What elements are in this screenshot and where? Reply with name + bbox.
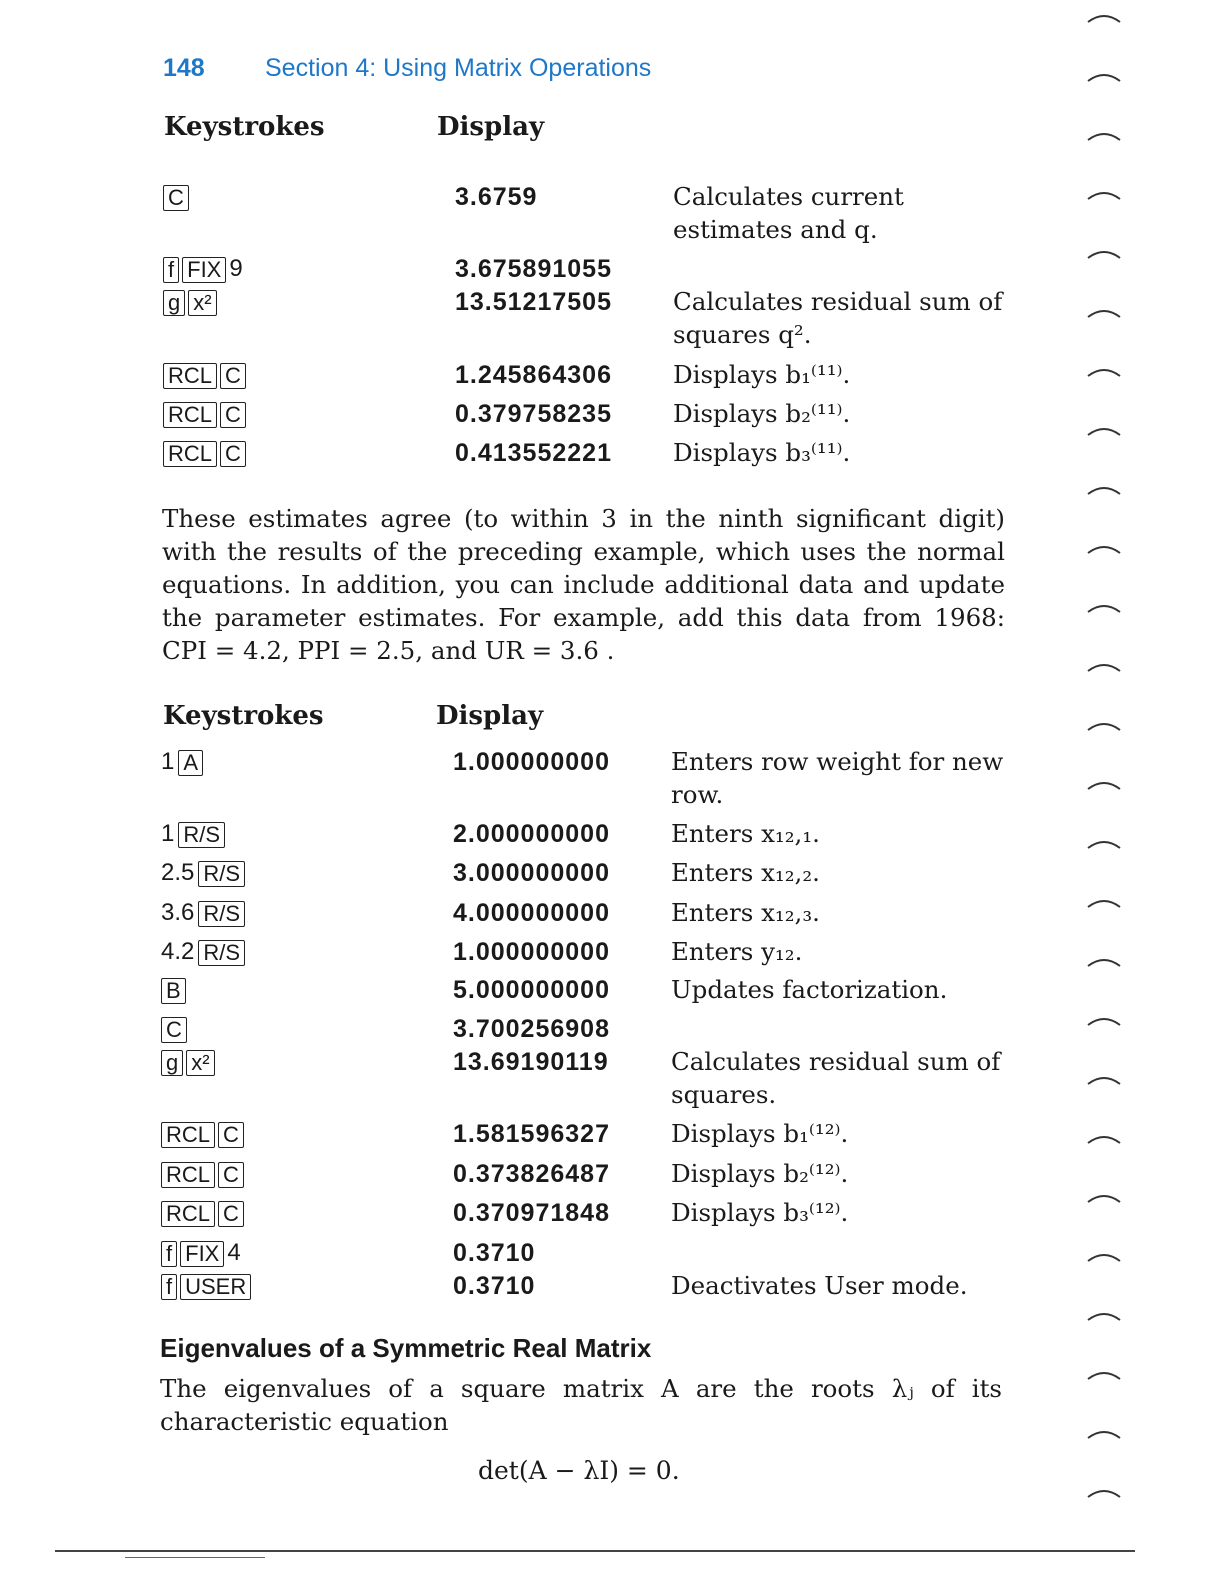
display-value: 0.373826487 bbox=[453, 1160, 610, 1188]
section-heading: Eigenvalues of a Symmetric Real Matrix bbox=[160, 1333, 652, 1363]
description: Displays b₂⁽¹²⁾. bbox=[671, 1159, 849, 1188]
edge-tab-arc bbox=[1088, 606, 1120, 612]
keystroke-cell bbox=[161, 1014, 190, 1044]
calculator-key: R/S bbox=[198, 861, 245, 887]
edge-tab-arc bbox=[1088, 1373, 1120, 1379]
display-value: 0.413552221 bbox=[455, 439, 612, 467]
calculator-key: USER bbox=[180, 1274, 251, 1300]
calculator-key: FIX bbox=[182, 257, 226, 283]
table1-col-keystrokes: Keystrokes bbox=[164, 112, 325, 142]
calculator-key: f bbox=[163, 257, 179, 283]
description: Enters y₁₂. bbox=[671, 937, 803, 966]
section-title: Section 4: Using Matrix Operations bbox=[265, 54, 652, 82]
edge-tab-arc bbox=[1088, 1196, 1120, 1202]
calculator-key: RCL bbox=[161, 1122, 215, 1148]
keystroke-cell bbox=[161, 937, 248, 967]
keystroke-cell bbox=[163, 399, 249, 429]
table2-col-display: Display bbox=[436, 701, 544, 731]
calculator-key: C bbox=[220, 363, 246, 389]
display-value: 0.3710 bbox=[453, 1239, 536, 1267]
description: Enters x₁₂,₁. bbox=[671, 819, 820, 848]
calculator-key: C bbox=[220, 441, 246, 467]
page-header bbox=[163, 54, 651, 83]
edge-tab-arc bbox=[1088, 1019, 1120, 1025]
keystroke-cell bbox=[161, 1271, 254, 1301]
keystroke-digit: 1 bbox=[161, 748, 175, 775]
calculator-key: RCL bbox=[163, 363, 217, 389]
description: Calculates residual sum of squares q². bbox=[673, 287, 1003, 349]
edge-tab-arc bbox=[1088, 252, 1120, 258]
edge-tab-arc bbox=[1088, 665, 1120, 671]
footer-rule bbox=[55, 1550, 1135, 1552]
description: Enters x₁₂,₃. bbox=[671, 898, 820, 927]
calculator-key: C bbox=[163, 185, 189, 211]
calculator-key: C bbox=[161, 1017, 187, 1043]
keystroke-digit: 4 bbox=[227, 1239, 241, 1266]
keystroke-digit: 3.6 bbox=[161, 899, 195, 926]
display-value: 0.379758235 bbox=[455, 400, 612, 428]
edge-tab-arc bbox=[1088, 1314, 1120, 1320]
edge-tab-arc bbox=[1088, 488, 1120, 494]
display-value: 3.675891055 bbox=[455, 255, 612, 283]
display-value: 1.245864306 bbox=[455, 361, 612, 389]
calculator-key: R/S bbox=[178, 822, 225, 848]
display-value: 0.370971848 bbox=[453, 1199, 610, 1227]
display-value: 5.000000000 bbox=[453, 976, 610, 1004]
calculator-key: A bbox=[178, 750, 203, 776]
footer-accent-rule bbox=[125, 1557, 265, 1558]
characteristic-equation: det(A − λI) = 0. bbox=[478, 1456, 680, 1485]
edge-tab-arc bbox=[1088, 901, 1120, 907]
keystroke-digit: 2.5 bbox=[161, 859, 195, 886]
edge-tab-arc bbox=[1088, 16, 1120, 22]
table1-col-display: Display bbox=[437, 112, 545, 142]
description: Displays b₃⁽¹¹⁾. bbox=[673, 438, 851, 467]
calculator-key: R/S bbox=[198, 940, 245, 966]
description: Displays b₃⁽¹²⁾. bbox=[671, 1198, 849, 1227]
description: Displays b₁⁽¹²⁾. bbox=[671, 1119, 849, 1148]
calculator-key: B bbox=[161, 978, 186, 1004]
page-edge-tab-icons bbox=[1082, 0, 1127, 1584]
keystroke-cell bbox=[163, 287, 220, 317]
keystroke-cell bbox=[161, 819, 228, 849]
display-value: 1.581596327 bbox=[453, 1120, 610, 1148]
calculator-key: FIX bbox=[180, 1241, 224, 1267]
edge-tab-arc bbox=[1088, 1078, 1120, 1084]
edge-tab-arc bbox=[1088, 75, 1120, 81]
calculator-key: g bbox=[161, 1050, 183, 1076]
calculator-key: x² bbox=[186, 1050, 214, 1076]
description: Updates factorization. bbox=[671, 975, 948, 1004]
description: Deactivates User mode. bbox=[671, 1271, 968, 1300]
description: Displays b₁⁽¹¹⁾. bbox=[673, 360, 851, 389]
paragraph-1: These estimates agree (to within 3 in the ninth significant digit) with the results of the preceding example, which uses the normal equations. In addition, you can include additional data and update the parameter estimates. For example, add this data from 1968: CPI = 4.2, PPI = 2.5, and UR = 3.6 . bbox=[162, 504, 1005, 665]
description: Calculates current estimates and q. bbox=[673, 182, 904, 244]
edge-tab-arc bbox=[1088, 1255, 1120, 1261]
edge-tab-arc bbox=[1088, 1432, 1120, 1438]
keystroke-digit: 1 bbox=[161, 820, 175, 847]
keystroke-cell bbox=[161, 1198, 247, 1228]
display-value: 2.000000000 bbox=[453, 820, 610, 848]
keystroke-digit: 9 bbox=[229, 255, 243, 282]
keystroke-cell bbox=[161, 858, 248, 888]
display-value: 3.700256908 bbox=[453, 1015, 610, 1043]
calculator-key: RCL bbox=[161, 1162, 215, 1188]
edge-tab-arc bbox=[1088, 783, 1120, 789]
display-value: 13.69190119 bbox=[453, 1048, 609, 1076]
edge-tab-arc bbox=[1088, 724, 1120, 730]
calculator-key: x² bbox=[188, 290, 216, 316]
calculator-key: C bbox=[218, 1201, 244, 1227]
edge-tab-arc bbox=[1088, 960, 1120, 966]
display-value: 0.3710 bbox=[453, 1272, 536, 1300]
display-value: 3.000000000 bbox=[453, 859, 610, 887]
table2-col-keystrokes: Keystrokes bbox=[163, 701, 324, 731]
edge-tab-arc bbox=[1088, 1137, 1120, 1143]
description: Enters row weight for new row. bbox=[671, 747, 1004, 809]
section-body: The eigenvalues of a square matrix A are the roots λⱼ of its characteristic equation bbox=[160, 1374, 1002, 1436]
calculator-key: RCL bbox=[161, 1201, 215, 1227]
calculator-key: C bbox=[218, 1122, 244, 1148]
display-value: 4.000000000 bbox=[453, 899, 610, 927]
keystroke-cell bbox=[161, 975, 189, 1005]
calculator-key: RCL bbox=[163, 441, 217, 467]
keystroke-cell bbox=[161, 898, 248, 928]
display-value: 1.000000000 bbox=[453, 938, 610, 966]
keystroke-digit: 4.2 bbox=[161, 938, 195, 965]
edge-tab-arc bbox=[1088, 1491, 1120, 1497]
edge-tab-arc bbox=[1088, 134, 1120, 140]
calculator-key: RCL bbox=[163, 402, 217, 428]
edge-tab-arc bbox=[1088, 547, 1120, 553]
keystroke-cell bbox=[163, 182, 192, 212]
page-edge-tabs bbox=[1082, 0, 1127, 1584]
keystroke-cell bbox=[161, 1047, 218, 1077]
calculator-key: f bbox=[161, 1241, 177, 1267]
keystroke-cell bbox=[163, 438, 249, 468]
description: Calculates residual sum of squares. bbox=[671, 1047, 1001, 1109]
keystroke-cell bbox=[161, 747, 206, 777]
keystroke-cell bbox=[161, 1119, 247, 1149]
description: Displays b₂⁽¹¹⁾. bbox=[673, 399, 851, 428]
edge-tab-arc bbox=[1088, 370, 1120, 376]
calculator-key: g bbox=[163, 290, 185, 316]
display-value: 3.6759 bbox=[455, 183, 538, 211]
edge-tab-arc bbox=[1088, 429, 1120, 435]
calculator-key: f bbox=[161, 1274, 177, 1300]
display-value: 13.51217505 bbox=[455, 288, 612, 316]
keystroke-cell bbox=[161, 1159, 247, 1189]
keystroke-cell bbox=[163, 360, 249, 390]
edge-tab-arc bbox=[1088, 311, 1120, 317]
edge-tab-arc bbox=[1088, 842, 1120, 848]
display-value: 1.000000000 bbox=[453, 748, 610, 776]
page-number: 148 bbox=[163, 54, 205, 82]
calculator-key: C bbox=[220, 402, 246, 428]
calculator-key: C bbox=[218, 1162, 244, 1188]
calculator-key: R/S bbox=[198, 901, 245, 927]
edge-tab-arc bbox=[1088, 193, 1120, 199]
description: Enters x₁₂,₂. bbox=[671, 858, 820, 887]
keystroke-cell bbox=[161, 1238, 245, 1268]
keystroke-cell bbox=[163, 254, 247, 284]
